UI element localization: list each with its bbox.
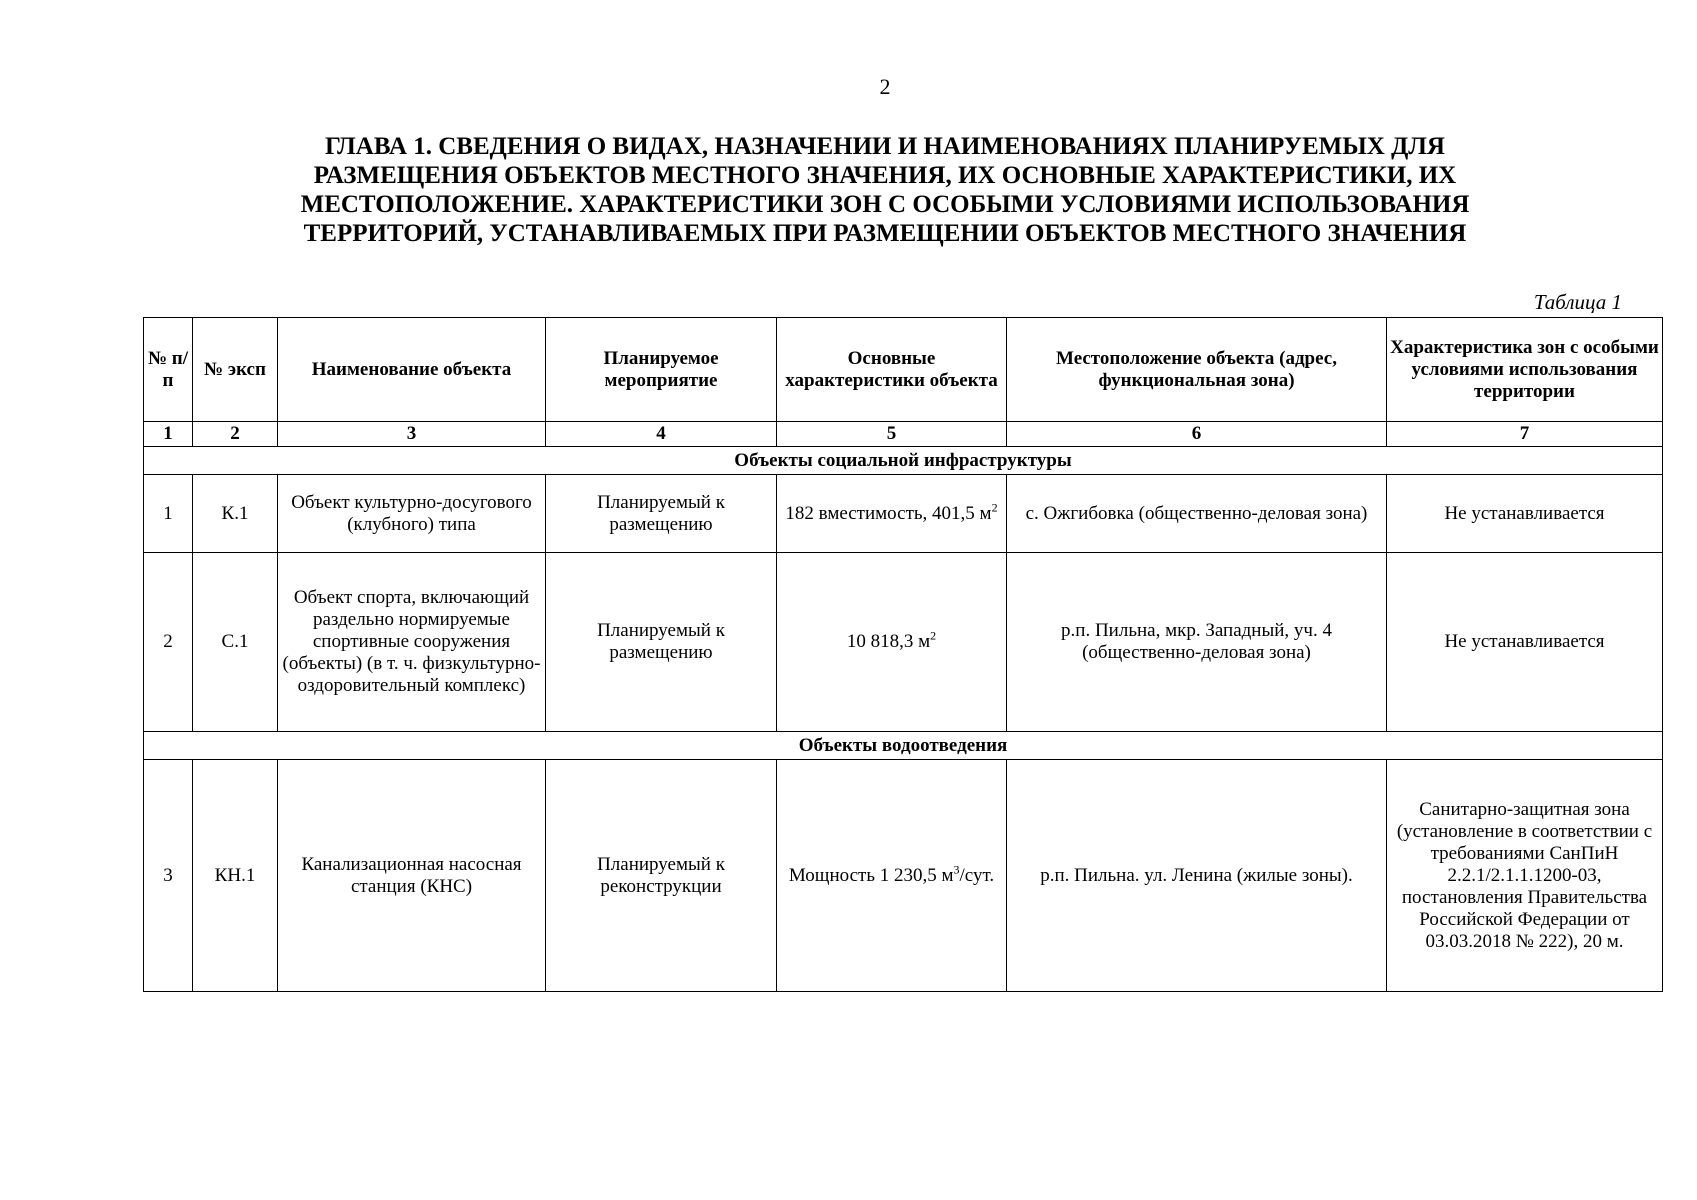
table-header-row — [144, 318, 1663, 422]
column-number: 6 — [1007, 422, 1387, 447]
row-num: 2 — [144, 553, 193, 732]
row-location: р.п. Пильна. ул. Ленина (жилые зоны). — [1007, 760, 1387, 992]
row-zones: Не устанавливается — [1387, 475, 1663, 553]
row-zones: Не устанавливается — [1387, 553, 1663, 732]
table-row — [144, 553, 1663, 732]
chapter-title-line: ТЕРРИТОРИЙ, УСТАНАВЛИВАЕМЫХ ПРИ РАЗМЕЩЕНИИ ОБЪЕКТОВ МЕСТНОГО ЗНАЧЕНИЯ — [303, 220, 1467, 247]
row-name: Объект спорта, включающий раздельно нормируемые спортивные сооружения (объекты) (в т. ч. физкультурно-оздоровительный комплекс) — [278, 553, 546, 732]
objects-table — [143, 317, 1663, 992]
column-number: 1 — [144, 422, 193, 447]
table-row — [144, 760, 1663, 992]
unit-superscript: 2 — [930, 628, 937, 643]
chapter-title-line: МЕСТОПОЛОЖЕНИЕ. ХАРАКТЕРИСТИКИ ЗОН С ОСОБЫМИ УСЛОВИЯМИ ИСПОЛЬЗОВАНИЯ — [300, 191, 1470, 218]
row-characteristics — [777, 553, 1007, 732]
chapter-title-line: РАЗМЕЩЕНИЯ ОБЪЕКТОВ МЕСТНОГО ЗНАЧЕНИЯ, ИХ ОСНОВНЫЕ ХАРАКТЕРИСТИКИ, ИХ — [313, 162, 1457, 189]
header-cell-name: Наименование объекта — [278, 318, 546, 422]
section-row — [144, 447, 1663, 475]
section-row — [144, 732, 1663, 760]
table-row — [144, 475, 1663, 553]
unit-superscript: 3 — [953, 862, 960, 877]
column-number: 7 — [1387, 422, 1663, 447]
column-number: 3 — [278, 422, 546, 447]
header-cell-zones: Характеристика зон с особыми условиями использования территории — [1387, 318, 1663, 422]
row-exp: КН.1 — [193, 760, 278, 992]
row-location: р.п. Пильна, мкр. Западный, уч. 4 (общественно-деловая зона) — [1007, 553, 1387, 732]
row-location: с. Ожгибовка (общественно-деловая зона) — [1007, 475, 1387, 553]
unit-superscript: 2 — [991, 500, 998, 515]
column-number: 5 — [777, 422, 1007, 447]
section-title-social: Объекты социальной инфраструктуры — [144, 447, 1663, 475]
characteristics-tail: /сут. — [959, 864, 995, 886]
row-exp: К.1 — [193, 475, 278, 553]
column-number-row — [144, 422, 1663, 447]
characteristics-text: 10 818,3 м — [846, 631, 931, 652]
characteristics-text: Мощность 1 230,5 м — [788, 864, 954, 886]
header-cell-location: Местоположение объекта (адрес, функциональная зона) — [1007, 318, 1387, 422]
row-measure: Планируемый к реконструкции — [546, 760, 777, 992]
page-number: 2 — [879, 74, 891, 99]
column-number: 2 — [193, 422, 278, 447]
header-cell-characteristics: Основные характеристики объекта — [777, 318, 1007, 422]
row-measure: Планируемый к размещению — [546, 475, 777, 553]
row-num: 1 — [144, 475, 193, 553]
header-cell-num: № п/п — [144, 318, 193, 422]
characteristics-text: 182 вместимость, 401,5 м — [785, 502, 992, 524]
row-name: Канализационная насосная станция (КНС) — [278, 760, 546, 992]
row-characteristics — [777, 475, 1007, 553]
row-num: 3 — [144, 760, 193, 992]
header-cell-exp: № эксп — [193, 318, 278, 422]
row-zones: Санитарно-защитная зона (установление в соответствии с требованиями СанПиН 2.2.1/2.1.1.1200-03, постановления Правительства Российской Федерации от 03.03.2018 № 222), 20 м. — [1387, 760, 1663, 992]
column-number: 4 — [546, 422, 777, 447]
table-caption: Таблица 1 — [1533, 290, 1622, 314]
row-characteristics — [777, 760, 1007, 992]
section-title-wastewater: Объекты водоотведения — [144, 732, 1663, 760]
row-name: Объект культурно-досугового (клубного) типа — [278, 475, 546, 553]
header-cell-measure: Планируемое мероприятие — [546, 318, 777, 422]
row-measure: Планируемый к размещению — [546, 553, 777, 732]
row-exp: С.1 — [193, 553, 278, 732]
chapter-title — [200, 132, 1570, 248]
chapter-title-line: ГЛАВА 1. СВЕДЕНИЯ О ВИДАХ, НАЗНАЧЕНИИ И НАИМЕНОВАНИЯХ ПЛАНИРУЕМЫХ ДЛЯ — [325, 133, 1445, 160]
